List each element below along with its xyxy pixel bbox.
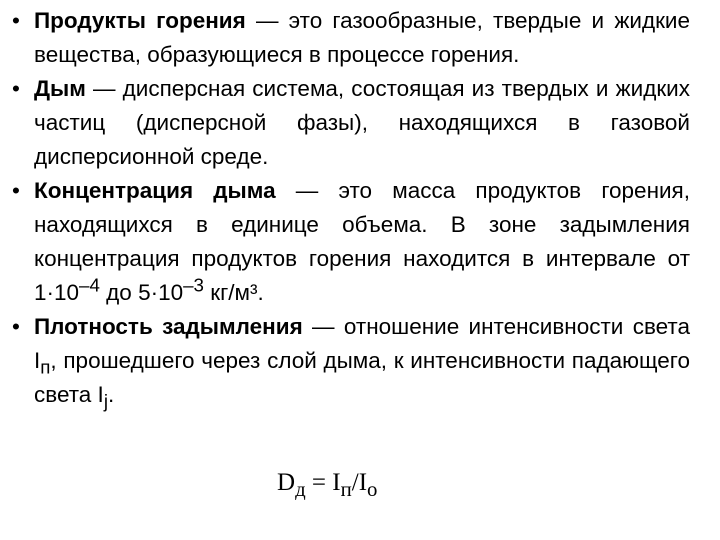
formula-denominator-subscript: o	[367, 477, 378, 501]
value-lower-exponent: –4	[79, 274, 100, 296]
unit-text: кг/м³.	[203, 280, 264, 305]
end-punctuation: .	[107, 382, 115, 407]
density-formula	[277, 466, 377, 500]
symbol-subscript: j	[103, 390, 108, 412]
value-upper-mantissa: 5·10	[138, 280, 184, 305]
formula-numerator-subscript: п	[340, 477, 352, 501]
term: Плотность задымления	[34, 314, 303, 339]
definition-smoke	[0, 72, 720, 174]
term: Дым	[34, 76, 86, 101]
definition-smoke-concentration	[0, 174, 720, 310]
value-lower-mantissa: 1·10	[34, 280, 80, 305]
definition-combustion-products	[0, 4, 720, 72]
definition-text: — отношение интенсивности света	[302, 314, 690, 339]
definition-text: — это масса продуктов горения, находящихся в единице объема. В зоне задымления концентрация продуктов горения находится в интервале от	[34, 178, 690, 271]
bullet-icon: •	[12, 76, 20, 101]
formula-lhs: D	[277, 469, 296, 496]
symbol-transmitted-intensity: I	[34, 348, 41, 373]
definition-text: — это газообразные, твердые и жидкие вещества, образующиеся в процессе горения.	[34, 8, 690, 67]
formula-denominator: I	[358, 469, 368, 496]
symbol-subscript: п	[40, 356, 51, 378]
formula-numerator: I	[332, 469, 341, 496]
value-upper-exponent: –3	[183, 274, 204, 296]
formula-slash: /	[351, 469, 359, 496]
symbol-incident-intensity: I	[97, 382, 104, 407]
definition-list	[0, 4, 720, 412]
term: Концентрация дыма	[34, 178, 276, 203]
connector-text: до	[99, 280, 139, 305]
definition-text: — дисперсная система, состоящая из твердых и жидких частиц (дисперсной фазы), находящихся в газовой дисперсионной среде.	[34, 76, 690, 169]
bullet-icon: •	[12, 8, 20, 33]
bullet-icon: •	[12, 178, 20, 203]
term: Продукты горения	[34, 8, 246, 33]
formula-equals: =	[305, 469, 333, 496]
definition-text-continued: , прошедшего через слой дыма, к интенсивности падающего света	[34, 348, 690, 407]
formula-lhs-subscript: д	[295, 477, 306, 501]
definition-smoke-density	[0, 310, 720, 412]
bullet-icon: •	[12, 314, 20, 339]
